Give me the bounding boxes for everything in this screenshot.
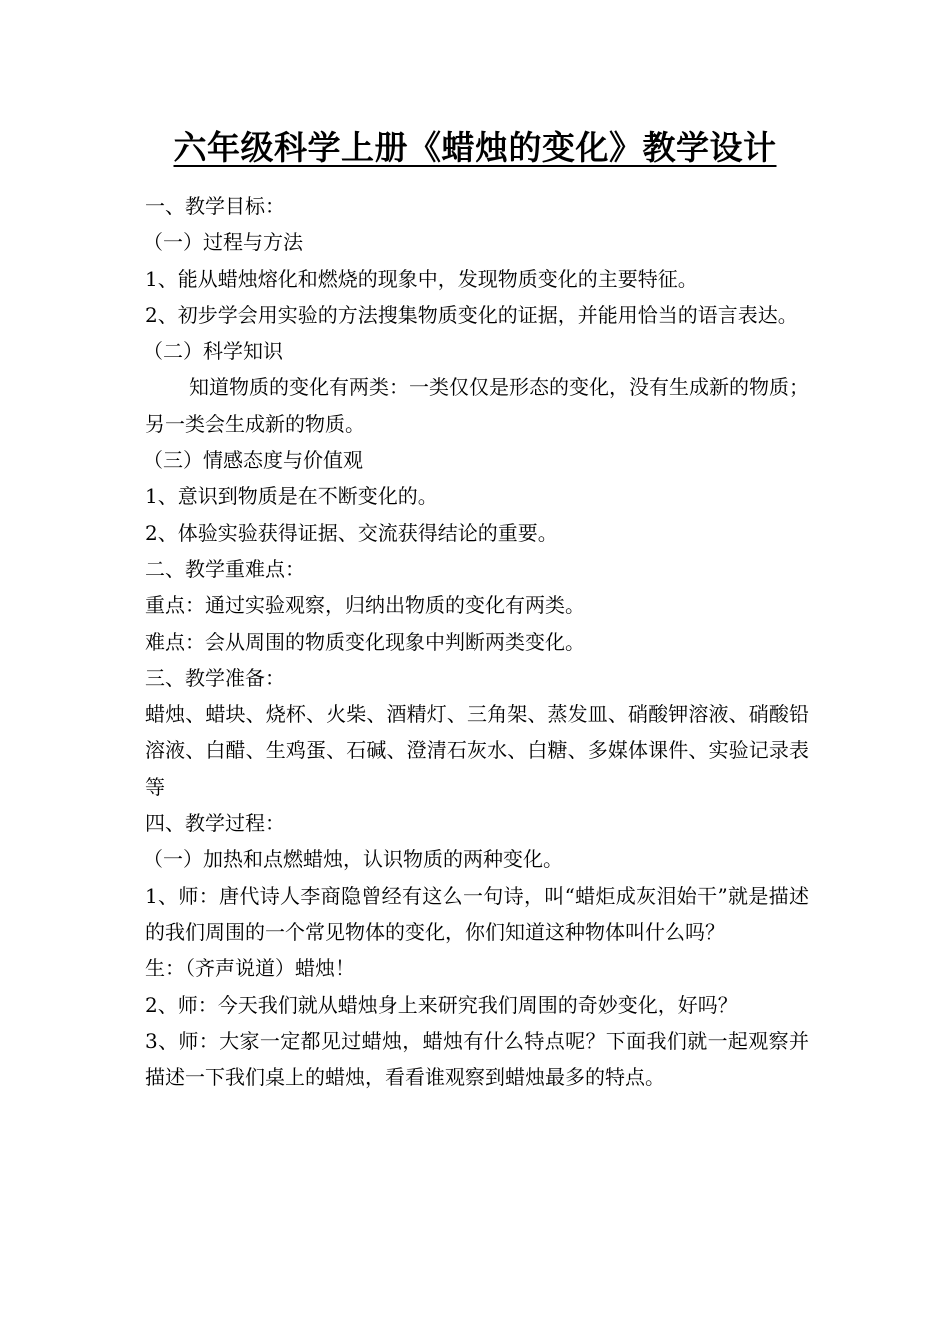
section-heading-process: 四、教学过程：	[145, 811, 285, 836]
list-item: 2、体验实验获得证据、交流获得结论的重要。	[145, 520, 558, 545]
list-item: 1、意识到物质是在不断变化的。	[145, 484, 438, 509]
subsection-heading-attitude: （三）情感态度与价值观	[143, 448, 363, 473]
subsection-heading-process: （一）过程与方法	[143, 230, 303, 255]
paragraph-key-point: 重点：通过实验观察，归纳出物质的变化有两类。	[145, 593, 585, 618]
list-item: 2、初步学会用实验的方法搜集物质变化的证据，并能用恰当的语言表达。	[145, 302, 798, 327]
subsection-heading-candle: （一）加热和点燃蜡烛，认识物质的两种变化。	[143, 847, 563, 872]
list-item: 3、师：大家一定都见过蜡烛，蜡烛有什么特点呢？下面我们就一起观察并描述一下我们桌上的蜡烛，看看谁观察到蜡烛最多的特点。	[145, 1028, 809, 1090]
section-heading-key-points: 二、教学重难点：	[145, 556, 305, 581]
paragraph-materials: 蜡烛、蜡块、烧杯、火柴、酒精灯、三角架、蒸发皿、硝酸钾溶液、硝酸铅溶液、白醋、生鸡蛋、石碱、澄清石灰水、白糖、多媒体课件、实验记录表等	[145, 702, 809, 799]
subsection-heading-knowledge: （二）科学知识	[143, 339, 283, 364]
paragraph-difficult-point: 难点：会从周围的物质变化现象中判断两类变化。	[145, 629, 585, 654]
list-item: 2、师：今天我们就从蜡烛身上来研究我们周围的奇妙变化，好吗？	[145, 992, 738, 1017]
list-item: 1、能从蜡烛熔化和燃烧的现象中，发现物质变化的主要特征。	[145, 266, 698, 291]
document-body	[145, 188, 809, 1095]
document-title	[0, 122, 950, 174]
section-heading-preparation: 三、教学准备：	[145, 665, 285, 690]
paragraph-student-answer: 生：（齐声说道）蜡烛！	[145, 956, 355, 981]
paragraph-knowledge: 知道物质的变化有两类：一类仅仅是形态的变化，没有生成新的物质；另一类会生成新的物质。	[145, 375, 809, 436]
section-heading-objectives: 一、教学目标：	[145, 194, 285, 218]
list-item: 1、师：唐代诗人李商隐曾经有这么一句诗，叫“蜡炬成灰泪始干”就是描述的我们周围的一个常见物体的变化，你们知道这种物体叫什么吗？	[145, 883, 809, 944]
document-title-text: 六年级科学上册《蜡烛的变化》教学设计	[173, 128, 777, 167]
